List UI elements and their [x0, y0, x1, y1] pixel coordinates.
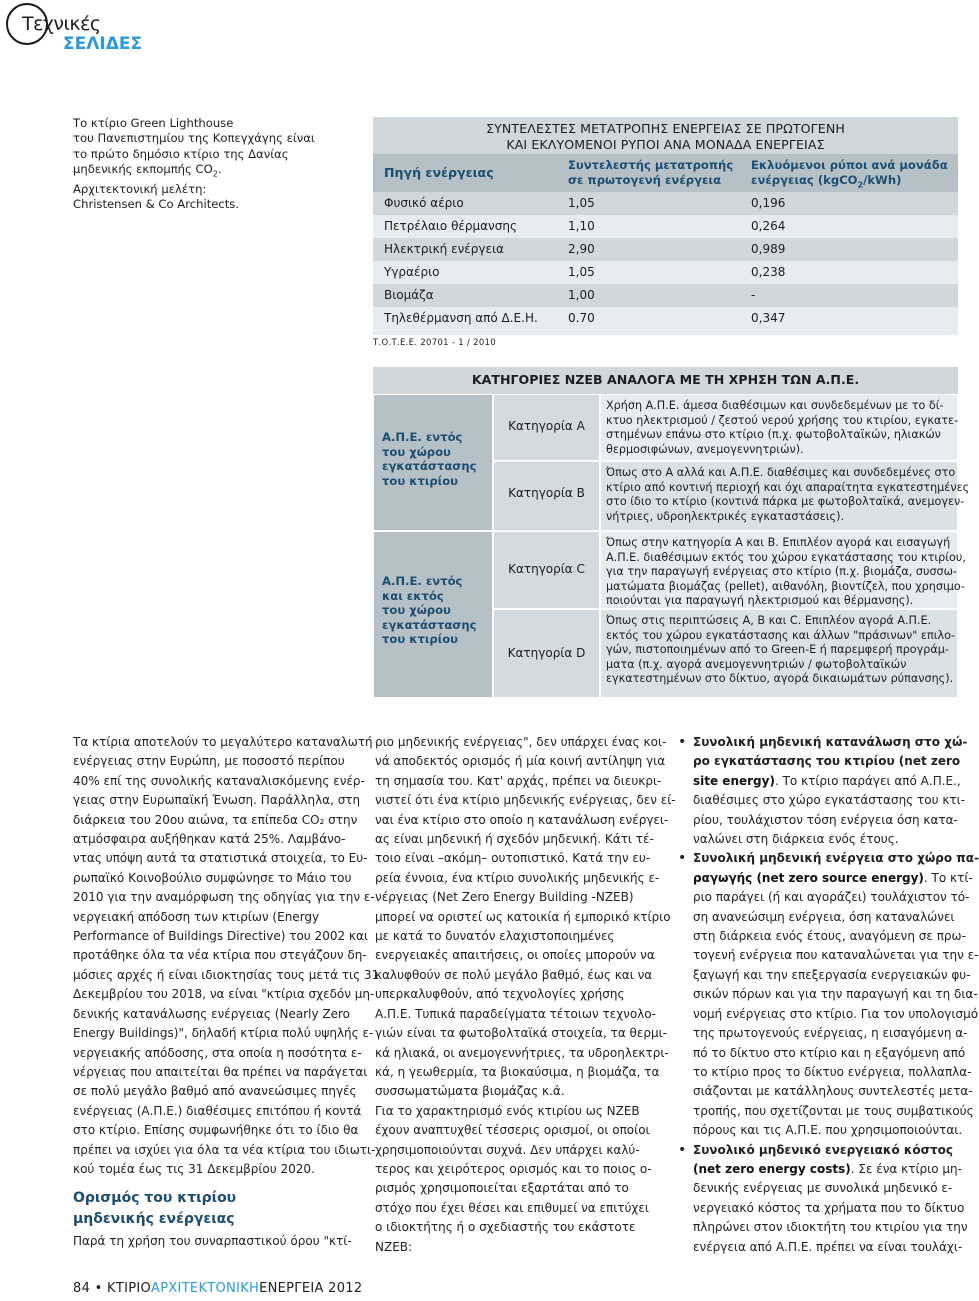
paragraph-line: Α.Π.Ε. Τυπικά παραδείγματα τέτοιων τεχνολο-: [375, 1006, 656, 1021]
bullet-line: πόρους και τις Α.Π.Ε. που χρησιμοποιούνται.: [693, 1123, 963, 1138]
section-logo-word-pages: ΣΕΛΙΔΕΣ: [63, 34, 143, 54]
paragraph-line: ο ιδιοκτήτης ή ο σχεδιαστής του εκάστοτε: [375, 1220, 636, 1235]
header-text: σε πρωτογενή ενέργεια: [568, 172, 721, 187]
category-c-description: [600, 531, 966, 609]
header-conversion-factor: [568, 158, 733, 187]
paragraph-line: καλυφθούν σε πολύ μεγάλο βαθμό, έως και να: [375, 967, 653, 982]
cell-source: Πετρέλαιο θέρμανσης: [384, 219, 518, 233]
caption-line: Το κτίριο Green Lighthouse: [73, 116, 234, 130]
page-number: 84: [73, 1281, 91, 1296]
paragraph-line: ενέργειας (Α.Π.Ε.) διαθέσιμες επιτόπου ή κοντά: [73, 1103, 362, 1118]
paragraph-line: δενικής κατανάλωσης ενέργειας (Nearly Zero: [73, 1006, 350, 1021]
table-row: [373, 215, 958, 238]
header-emissions: [751, 158, 948, 192]
bullet-icon: •: [678, 734, 687, 750]
paragraph-line: NZEB:: [375, 1239, 413, 1254]
group-onsite: [373, 394, 493, 531]
paragraph-line: τοιο είναι –ακόμη– ουτοπιστικό. Κατά την ευ-: [375, 851, 651, 866]
heading-line: Ορισμός του κτιρίου: [73, 1190, 237, 1206]
desc-line: για την παραγωγή ενέργειας στο κτίριο (π.χ. βιομάζα, συσσω-: [606, 565, 958, 579]
header-text: [751, 173, 948, 193]
bullet-net-zero-site-energy: [678, 733, 968, 849]
bullet-bold-line: Συνολική μηδενική κατανάλωση στο χώ-: [693, 735, 968, 749]
header-text-sub: 2: [857, 179, 864, 189]
desc-line: ματώματα βιομάζας (pellet), αιθανόλη, βιοντίζελ, που χρησιμο-: [606, 579, 965, 593]
bullet-line: στη διάρκεια ενός έτους, αναγόμενη σε πρω-: [693, 929, 966, 944]
bullet-line: σιάζονται με κατάλληλους συντελεστές μετα-: [693, 1084, 973, 1099]
table-title-line: ΣΥΝΤΕΛΕΣΤΕΣ ΜΕΤΑΤΡΟΠΗΣ ΕΝΕΡΓΕΙΑΣ ΣΕ ΠΡΩΤΟΓΕΝΗ: [486, 121, 845, 136]
category-label: Κατηγορία Α: [508, 419, 585, 433]
table-row: [373, 192, 958, 215]
bullet-line: πληρώνει στον ιδιοκτήτη του κτιρίου για την: [693, 1220, 968, 1235]
caption-line: Christensen & Co Architects.: [73, 196, 240, 211]
bullet-bold-line: ρο εγκατάστασης του κτιρίου (net zero: [693, 754, 961, 769]
paragraph-line: γειας στην Ευρωπαϊκή Ένωση. Παράλληλα, στη: [73, 793, 361, 808]
caption-co2-sub: 2: [212, 169, 218, 179]
desc-line: ματα (π.χ. αγορά ανεμογεννητριών / φωτοβολταϊκών: [606, 657, 907, 671]
article-column-3: [678, 733, 979, 1257]
paragraph-line: ρωπαϊκό Κοινοβούλιο συμφώνησε το Μάιο του: [73, 870, 352, 885]
bullet-line: ξαγωγή και την επεξεργασία ενεργειακών φυ-: [693, 967, 971, 982]
magazine-title-part: ΚΤΙΡΙΟ: [107, 1281, 152, 1296]
paragraph-line: διάρκεια του 20ου αιώνα, τα επίπεδα CO₂ στην: [73, 812, 358, 827]
paragraph-line: νεργειακής απόδοσης, στα οποία η ποσότητα ε-: [73, 1045, 362, 1060]
paragraph-line: κά ηλιακά, οι ανεμογεννήτριες, τα υδροηλεκτρι-: [375, 1045, 669, 1060]
bullet-text-part: . Το κτίριο παράγει από Α.Π.Ε.,: [774, 773, 961, 788]
table-row: [373, 261, 958, 284]
bullet-line: ναλώνει στη διάρκεια ενός έτους.: [693, 832, 899, 847]
bullet-line: δενικής ενέργειας με συνολικά μηδενικό ε-: [693, 1181, 953, 1196]
desc-line: νήτριες, υδροηλεκτρικές εγκαταστάσεις).: [606, 509, 845, 523]
photo-caption: [73, 116, 353, 212]
footer-dot: •: [94, 1281, 103, 1296]
paragraph-line: νιστεί ότι ένα κτίριο μηδενικής ενέργειας, δεν εί-: [375, 793, 676, 808]
group-onsite-offsite: [373, 531, 493, 698]
table-row: [373, 238, 958, 261]
table-title: [373, 121, 958, 152]
magazine-title-part: ΑΡΧΙΤΕΚΤΟΝΙΚΗ: [151, 1281, 260, 1296]
page-footer: [73, 1281, 362, 1296]
paragraph-line: ρισμός χρησιμοποιείται εξαρτάται από το: [375, 1181, 629, 1196]
bullet-line: ενέργεια από Α.Π.Ε. πρέπει να είναι τουλάχι-: [693, 1239, 963, 1254]
group-label-line: εγκατάστασης: [382, 459, 477, 473]
paragraph-line: ριο μηδενικής ενέργειας", δεν υπάρχει ένας κοι-: [375, 735, 667, 749]
bullet-line: το κτίριο προς το δίκτυο ενέργεια, πολλαπλα-: [693, 1064, 972, 1079]
paragraph-line: νέργειας που απαιτείται θα πρέπει να παράγεται: [73, 1064, 368, 1079]
bullet-text-part: . Σε ένα κτίριο μη-: [850, 1161, 962, 1176]
desc-line: εκτός του χώρου εγκατάστασης και άλλων "πράσινων" επιλο-: [606, 628, 955, 642]
category-b-description: [600, 461, 970, 531]
paragraph-line: μπορεί να οριστεί ως κατοικία ή εμπορικό κτίριο: [375, 909, 671, 924]
paragraph-line: Παρά τη χρήση του συναρπαστικού όρου "κτί-: [73, 1234, 352, 1248]
paragraph-line: συσσωματώματα βιομάζας κ.ά.: [375, 1084, 565, 1099]
paragraph-line: Για το χαρακτηρισμό ενός κτιρίου ως NZEB: [375, 1103, 640, 1118]
desc-line: κτίριο από κοντινή περιοχή και όχι απαραίτητα εγκατεστημένες: [606, 480, 970, 494]
cell-source: Υγραέριο: [384, 265, 440, 279]
paragraph-line: σε πολύ μεγάλο βαθμό από ανανεώσιμες πηγές: [73, 1084, 357, 1099]
desc-line: γών, πιστοποιημένων από το Green-E ή παρεμφερή προγράμ-: [606, 643, 949, 657]
paragraph-line: στο κτίριο. Επίσης συμφωνήθηκε ότι το ίδιο θα: [73, 1123, 359, 1138]
caption-co2: μηδενικής εκπομπής CO: [73, 161, 213, 176]
category-c: [493, 531, 600, 609]
bullet-line: της πρωτογενούς ενέργειας, η εισαγόμενη α-: [693, 1026, 968, 1041]
category-d-description: [600, 609, 958, 698]
bullet-line: νεργειακό κόστος τα χρήματα που το δίκτυο: [693, 1200, 965, 1215]
caption-line: το πρώτο δημόσιο κτίριο της Δανίας: [73, 146, 289, 161]
header-text-part: /kWh): [863, 172, 902, 187]
paragraph-line: Δεκεμβρίου του 2018, να είναι "κτίρια σχεδόν μη-: [73, 987, 375, 1002]
bullet-line: ριο παράγει (ή και αγοράζει) τουλάχιστον τό-: [693, 890, 970, 905]
cell-source: Φυσικό αέριο: [384, 196, 464, 210]
nzeb-categories-table: [373, 367, 970, 698]
bullet-line: ση ανανεώσιμη ενέργεια, όση καταναλώνει: [693, 909, 955, 924]
conversion-factors-table: [373, 117, 958, 335]
bullet-line: σικών πόρων και για την παραγωγή και τη δια-: [693, 987, 978, 1002]
bullet-text-part: . Το κτί-: [923, 870, 973, 885]
bullet-line: διαθέσιμες στο χώρο εγκατάστασης του κτι-: [693, 793, 966, 808]
cell-factor: 0.70: [568, 311, 595, 325]
bullet-bold-line: Συνολικό μηδενικό ενεργειακό κόστος: [693, 1142, 954, 1157]
header-text: Εκλυόμενοι ρύποι ανά μονάδα: [751, 158, 948, 172]
cell-emissions: 0,238: [751, 265, 786, 279]
category-label: Κατηγορία C: [508, 562, 585, 576]
desc-line: Α.Π.Ε. διαθέσιμων εκτός του χώρου εγκατάστασης του κτιρίου,: [606, 550, 966, 564]
paragraph-line: ενεργειακές απαιτήσεις, οι οποίες μπορούν να: [375, 948, 655, 963]
section-logo-word: Τεχνικές: [22, 13, 101, 35]
category-d: [493, 609, 600, 698]
table-source-note: Τ.Ο.Τ.Ε.Ε. 20701 - 1 / 2010: [373, 338, 496, 348]
desc-line: θερμοσιφώνων, ανεμογεννητριών).: [606, 442, 804, 456]
paragraph-line: ας είναι μηδενική ή σχεδόν μηδενική. Κάτι τέ-: [375, 832, 654, 847]
paragraph-line: μόσιες αρχές ή είναι ιδιοκτησίας τους μετά τις 31: [73, 967, 380, 982]
section-heading: [73, 1188, 236, 1230]
category-a: [493, 394, 600, 461]
article-column-1: [73, 733, 380, 1179]
caption-line: [73, 162, 353, 182]
paragraph-line: 40% επί της συνολικής καταναλισκόμενης ενέρ-: [73, 773, 365, 788]
desc-line: κτυο ηλεκτρισμού / ζεστού νερού χρήσης του κτιρίου, εγκατε-: [606, 413, 959, 427]
cell-emissions: 0,264: [751, 219, 786, 233]
paragraph-line: με κατά το δυνατόν ελαχιστοποιημένες: [375, 929, 615, 944]
desc-line: Όπως στο Α αλλά και Α.Π.Ε. διαθέσιμες και συνδεδεμένες στο: [606, 466, 956, 479]
cell-factor: 1,05: [568, 265, 595, 279]
group-label-line: του χώρου: [382, 444, 451, 459]
bullet-line: πό το δίκτυο στο κτίριο και η εξαγόμενη από: [693, 1045, 966, 1060]
paragraph-line: χρησιμοποιούνται συχνά. Δεν υπάρχει καλύ-: [375, 1142, 640, 1157]
category-label: Κατηγορία Β: [508, 486, 585, 500]
desc-line: Όπως στην κατηγορία Α και Β. Επιπλέον αγορά και εισαγωγή: [606, 536, 951, 549]
group-label-line: του κτιρίου: [382, 632, 458, 646]
table-row: [373, 284, 958, 307]
group-label-line: του χώρου: [382, 603, 451, 617]
paragraph-line: νά αποδεκτός ορισμός ή μία κοινή αντίληψη για: [375, 754, 666, 769]
caption-line: Αρχιτεκτονική μελέτη:: [73, 181, 207, 196]
group-label-line: εγκατάστασης: [382, 617, 477, 632]
bullet-line: [693, 869, 973, 888]
paragraph-line: ατμόσφαιρα αυξήθηκαν κατά 25%. Λαμβάνο-: [73, 832, 346, 847]
paragraph-line: ρεία έννοια, ένα κτίριο συνολικής μηδενικής ε-: [375, 870, 660, 885]
cell-source: Βιομάζα: [384, 288, 434, 302]
bullet-line: τογενή ενέργεια που καταναλώνεται για την ε-: [693, 948, 979, 963]
category-a-description: [600, 394, 958, 461]
table-header-row: [373, 154, 958, 192]
bullet-net-zero-source-energy: [678, 849, 979, 1140]
bullet-bold-part: site energy): [693, 773, 775, 788]
paragraph-line: στόχο που έχει θέσει και επιθυμεί να επιτύχει: [375, 1200, 649, 1215]
cell-emissions: 0,196: [751, 196, 786, 210]
category-b: [493, 461, 600, 531]
paragraph-line: 2010 για την αναμόρφωση της οδηγίας για την ε-: [73, 890, 375, 905]
table-title-line: ΚΑΙ ΕΚΛΥΟΜΕΝΟΙ ΡΥΠΟΙ ΑΝΑ ΜΟΝΑΔΑ ΕΝΕΡΓΕΙΑΣ: [506, 136, 825, 152]
paragraph-line: πρέπει να ισχύει για όλα τα νέα κτίρια του ιδιωτι-: [73, 1142, 376, 1157]
paragraph-line: έχουν αναπτυχθεί τέσσερις ορισμοί, οι οποίοι: [375, 1123, 650, 1138]
header-energy-source: Πηγή ενέργειας: [384, 165, 494, 180]
caption-line: του Πανεπιστημίου της Κοπεγχάγης είναι: [73, 131, 315, 146]
cell-factor: 1,05: [568, 196, 595, 210]
paragraph-line: Energy Buildings)", δηλαδή κτίρια πολύ υψηλής ε-: [73, 1026, 374, 1041]
magazine-year: 2012: [328, 1281, 363, 1296]
bullet-net-zero-energy-costs: [678, 1141, 968, 1257]
paragraph-line: ενέργειας στην Ευρώπη, με ποσοστό περίπου: [73, 754, 345, 769]
paragraph-line: υπερκαλυφθούν, από τεχνολογίες χρήσης: [375, 987, 625, 1002]
bullet-line: τροπής, που σχετίζονται με τους συμβατικούς: [693, 1103, 974, 1118]
category-label: Κατηγορία D: [507, 646, 586, 660]
group-label-line: Α.Π.Ε. εντός: [382, 430, 463, 444]
paragraph-line: Τα κτίρια αποτελούν το μεγαλύτερο καταναλωτή: [73, 735, 373, 749]
bullet-bold-part: (net zero energy costs): [693, 1161, 851, 1176]
cell-factor: 1,10: [568, 219, 595, 233]
magazine-title-part: ΕΝΕΡΓΕΙΑ: [259, 1281, 324, 1296]
group-label-line: και εκτός: [382, 588, 444, 603]
paragraph-line: τερος και χειρότερος ορισμός και το ποιος ο-: [375, 1161, 652, 1176]
paragraph-line: τη σημασία του. Κατ' αρχάς, πρέπει να διευκρι-: [375, 773, 662, 788]
desc-line: εγκατεστημένων στο δίκτυο, αγορά δικαιωμάτων ρύπανσης).: [606, 672, 954, 686]
bullet-icon: •: [678, 1141, 687, 1158]
heading-line: μηδενικής ενέργειας: [73, 1211, 235, 1227]
cell-source: Τηλεθέρμανση από Δ.Ε.Η.: [384, 311, 538, 325]
paragraph-line: Performance of Buildings Directive) του 2002 και: [73, 929, 368, 944]
cell-emissions: 0,347: [751, 311, 786, 325]
group-label-line: του κτιρίου: [382, 473, 458, 488]
bullet-line: ρίου, τουλάχιστον τόση ενέργεια όση κατα-: [693, 812, 958, 827]
cell-factor: 1,00: [568, 288, 595, 302]
cell-emissions: 0,989: [751, 242, 786, 256]
desc-line: στημένων επάνω στο κτίριο (π.χ. φωτοβολταϊκών, ηλιακών: [606, 428, 941, 442]
paragraph-line: ναι ένα κτίριο στο οποίο η κατανάλωση ενέργει-: [375, 812, 669, 827]
bullet-line: [693, 1160, 960, 1179]
header-text: Συντελεστής μετατροπής: [568, 158, 734, 172]
paragraph-line: κά, η γεωθερμία, τα βιοκαύσιμα, η βιομάζα, τα: [375, 1064, 660, 1079]
bullet-bold-part: ραγωγής (net zero source energy): [693, 870, 924, 885]
caption-co2-tail: .: [217, 161, 222, 176]
paragraph-line: νεργειακή απόδοση των κτιρίων (Energy: [73, 909, 320, 924]
desc-line: ποιούνται για παραγωγή ηλεκτρισμού και θέρμανσης).: [606, 594, 914, 608]
cell-emissions: -: [751, 288, 756, 302]
paragraph-line: γιών είναι τα φωτοβολταϊκά στοιχεία, τα θερμι-: [375, 1026, 668, 1041]
table-row: [373, 307, 958, 335]
desc-line: Όπως στις περιπτώσεις Α, Β και C. Επιπλέον αγορά Α.Π.Ε.: [606, 614, 932, 627]
article-column-2: [375, 733, 676, 1257]
desc-line: Χρήση Α.Π.Ε. άμεσα διαθέσιμων και συνδεδεμένων με το δί-: [606, 399, 944, 412]
cell-source: Ηλεκτρική ενέργεια: [384, 242, 504, 256]
table-title: ΚΑΤΗΓΟΡΙΕΣ NZEB ΑΝΑΛΟΓΑ ΜΕ ΤΗ ΧΡΗΣΗ ΤΩΝ Α.Π.Ε.: [471, 372, 860, 387]
header-text-part: ενέργειας (kgCO: [751, 172, 858, 187]
group-label-line: Α.Π.Ε. εντός: [382, 574, 463, 588]
bullet-icon: •: [678, 850, 687, 867]
desc-line: στο ίδιο το κτίριο (κοντινά πάρκα με φωτοβολταϊκά, ανεμογεν-: [606, 495, 965, 509]
bullet-bold-line: Συνολική μηδενική ενέργεια στο χώρο πα-: [693, 851, 979, 866]
paragraph-line: προτάθηκε όλα τα νέα κτίρια που στεγάζουν δη-: [73, 948, 367, 963]
paragraph-line: νέργειας (Net Zero Energy Building -NZEB): [375, 890, 634, 905]
paragraph-line: ντας υπόψη αυτά τα στατιστικά στοιχεία, το Ευ-: [73, 851, 368, 866]
cell-factor: 2,90: [568, 242, 595, 256]
paragraph-line: κού τομέα έως τις 31 Δεκεμβρίου 2020.: [73, 1161, 315, 1176]
bullet-line: νομή ενέργειας στο κτίριο. Για τον υπολογισμό: [693, 1006, 979, 1021]
bullet-line: [693, 772, 960, 791]
